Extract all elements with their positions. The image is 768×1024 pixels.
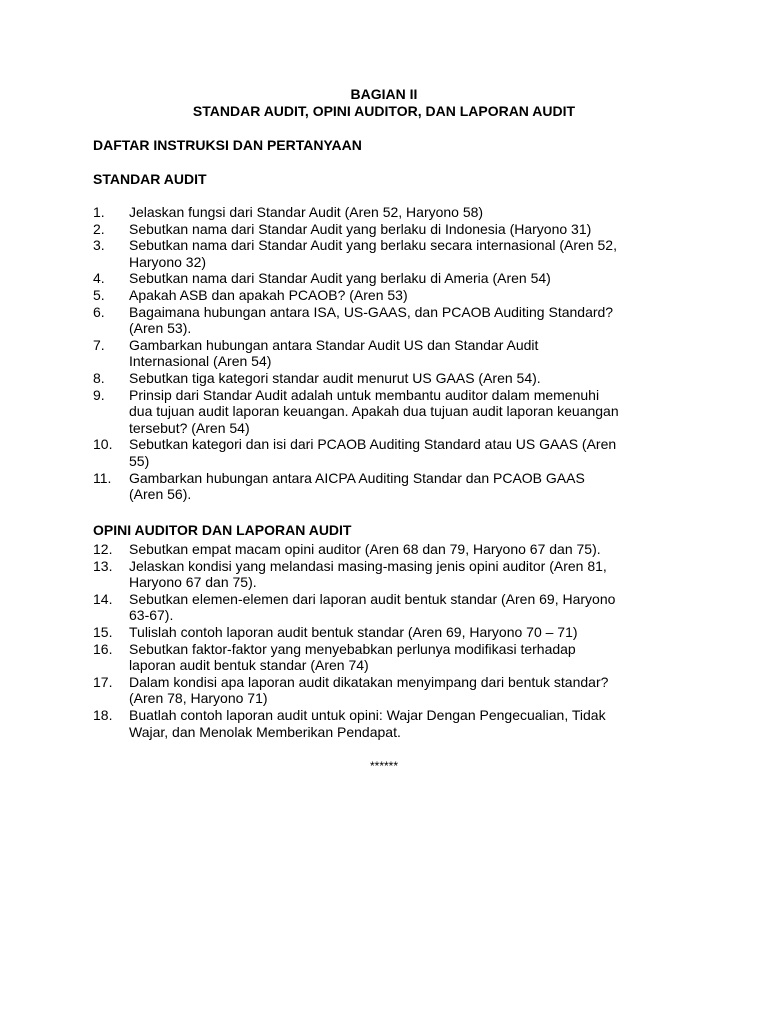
list-item — [93, 470, 683, 503]
item-text: Prinsip dari Standar Audit adalah untuk membantu auditor dalam memenuhi dua tujuan audit laporan keuangan. Apakah dua tujuan audit laporan keuangan tersebut? (Aren 54) — [129, 386, 619, 436]
item-text: Sebutkan tiga kategori standar audit menurut US GAAS (Aren 54). — [129, 369, 541, 386]
question-list-standar-audit — [93, 204, 683, 503]
list-item — [93, 558, 683, 591]
item-number: 16. — [93, 640, 113, 657]
instructions-title: DAFTAR INSTRUKSI DAN PERTANYAAN — [93, 137, 362, 153]
list-item — [93, 287, 683, 304]
item-number: 7. — [93, 336, 105, 353]
list-item — [93, 304, 683, 337]
item-number: 10. — [93, 436, 113, 453]
item-text: Apakah ASB dan apakah PCAOB? (Aren 53) — [129, 286, 408, 303]
section-title-opini-auditor: OPINI AUDITOR DAN LAPORAN AUDIT — [93, 522, 352, 538]
end-marker: ****** — [369, 759, 399, 773]
item-text: Sebutkan nama dari Standar Audit yang berlaku di Indonesia (Haryono 31) — [129, 220, 592, 237]
item-number: 4. — [93, 270, 105, 287]
list-item — [93, 221, 683, 238]
item-number: 5. — [93, 286, 105, 303]
item-number: 3. — [93, 237, 105, 254]
item-number: 2. — [93, 220, 105, 237]
item-number: 18. — [93, 706, 113, 723]
item-number: 17. — [93, 673, 113, 690]
document-title: STANDAR AUDIT, OPINI AUDITOR, DAN LAPORAN AUDIT — [192, 103, 576, 119]
list-item — [93, 270, 683, 287]
item-text: Sebutkan faktor-faktor yang menyebabkan perlunya modifikasi terhadap laporan audit bentuk standar (Aren 74) — [129, 640, 576, 674]
item-text: Dalam kondisi apa laporan audit dikatakan menyimpang dari bentuk standar? (Aren 78, Haryono 71) — [129, 673, 609, 707]
list-item — [93, 624, 683, 641]
item-text: Bagaimana hubungan antara ISA, US-GAAS, dan PCAOB Auditing Standard? (Aren 53). — [129, 303, 614, 337]
list-item — [93, 436, 683, 469]
item-number: 15. — [93, 623, 113, 640]
item-text: Gambarkan hubungan antara AICPA Auditing Standar dan PCAOB GAAS (Aren 56). — [129, 469, 585, 503]
list-item — [93, 591, 683, 624]
item-number: 12. — [93, 541, 113, 557]
item-number: 9. — [93, 386, 105, 403]
list-item — [93, 674, 683, 707]
item-text: Sebutkan nama dari Standar Audit yang berlaku di Ameria (Aren 54) — [129, 270, 551, 287]
list-item — [93, 204, 683, 221]
item-text: Tulislah contoh laporan audit bentuk standar (Aren 69, Haryono 70 – 71) — [129, 623, 578, 640]
question-list-opini-auditor — [93, 541, 683, 740]
item-text: Sebutkan nama dari Standar Audit yang berlaku secara internasional (Aren 52, Haryono 32) — [129, 237, 617, 270]
item-number: 11. — [93, 469, 112, 486]
item-text: Jelaskan kondisi yang melandasi masing-masing jenis opini auditor (Aren 81, Haryono 67 dan 75). — [129, 557, 607, 591]
item-text: Buatlah contoh laporan audit untuk opini: Wajar Dengan Pengecualian, Tidak Wajar, dan Menolak Memberikan Pendapat. — [129, 706, 606, 740]
item-text: Sebutkan elemen-elemen dari laporan audit bentuk standar (Aren 69, Haryono 63-67). — [129, 590, 616, 624]
item-text: Gambarkan hubungan antara Standar Audit US dan Standar Audit Internasional (Aren 54) — [129, 336, 539, 370]
item-number: 14. — [93, 590, 113, 607]
list-item — [93, 337, 683, 370]
item-number: 6. — [93, 303, 105, 320]
list-item — [93, 387, 683, 437]
item-number: 8. — [93, 369, 105, 386]
section-title-standar-audit: STANDAR AUDIT — [93, 171, 207, 187]
list-item — [93, 370, 683, 387]
item-text: Sebutkan empat macam opini auditor (Aren 68 dan 79, Haryono 67 dan 75). — [129, 541, 601, 557]
item-number: 13. — [93, 557, 113, 574]
part-heading: BAGIAN II — [350, 86, 418, 102]
list-item — [93, 541, 683, 558]
list-item — [93, 641, 683, 674]
item-text: Sebutkan kategori dan isi dari PCAOB Auditing Standard atau US GAAS (Aren 55) — [129, 436, 617, 469]
list-item — [93, 707, 683, 740]
item-text: Jelaskan fungsi dari Standar Audit (Aren 52, Haryono 58) — [129, 204, 484, 220]
list-item — [93, 237, 683, 270]
item-number: 1. — [93, 204, 105, 220]
